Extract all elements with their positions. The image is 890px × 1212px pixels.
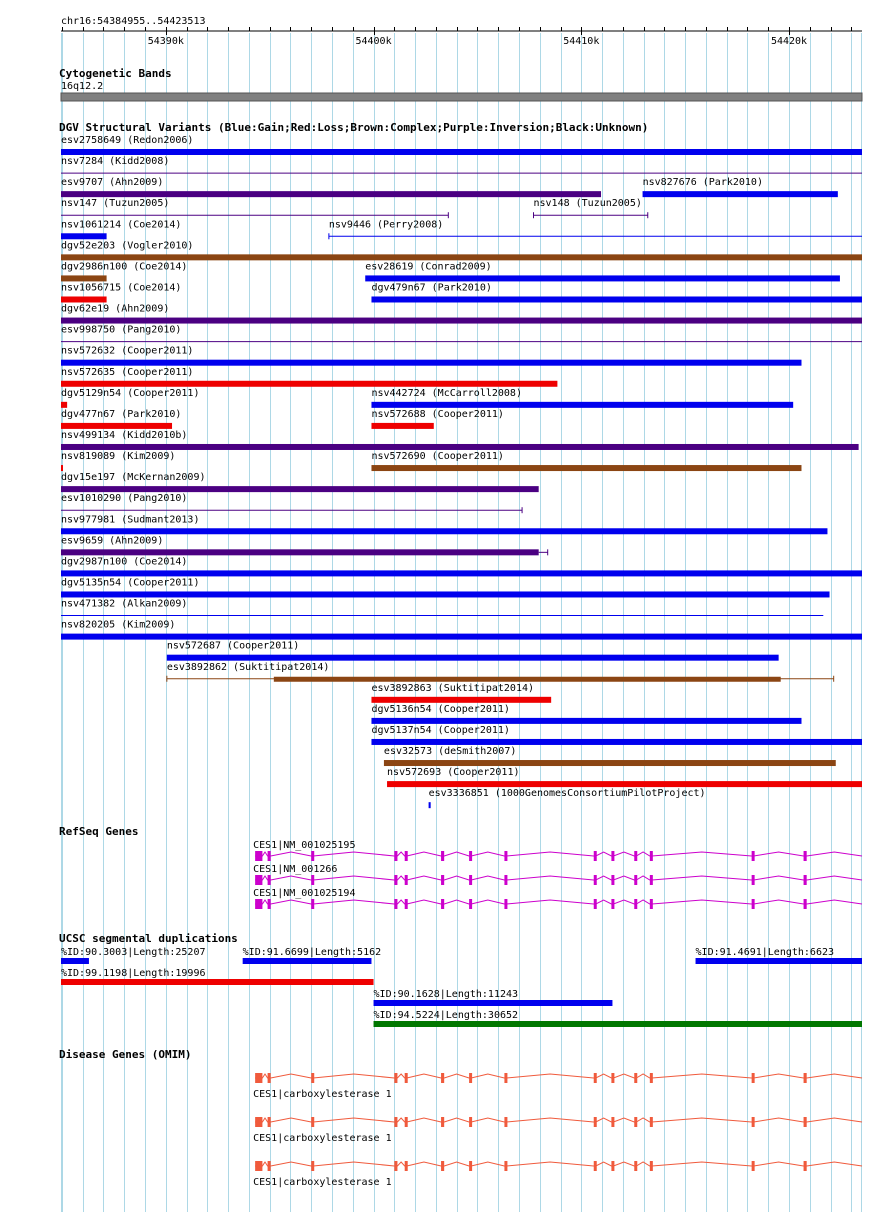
dgv-feature-bar[interactable] [61,381,557,387]
dgv-feature-label: nsv827676 (Park2010) [642,177,763,189]
gene-exon[interactable] [268,1161,271,1171]
dgv-feature-label: dgv62e19 (Ahn2009) [61,303,170,315]
segdup-feature-label: %ID:91.4691|Length:6623 [695,947,835,958]
dgv-feature[interactable] [167,641,779,661]
dgv-feature-label: dgv5129n54 (Cooper2011) [61,387,200,399]
cytoband-bar[interactable] [61,93,862,101]
dgv-feature-bar[interactable] [61,191,601,197]
ruler-tick-label: 54410k [563,36,600,47]
dgv-feature-label: dgv2987n100 (Coe2014) [61,556,188,568]
dgv-feature-label: nsv442724 (McCarroll2008) [371,387,522,399]
region-label: chr16:54384955..54423513 [61,16,206,27]
gene-intron-line [255,1074,862,1078]
dgv-feature-label: nsv7284 (Kidd2008) [61,156,170,168]
dgv-feature-bar[interactable] [61,423,172,429]
segdup-feature-label: %ID:90.3003|Length:25207 [61,947,206,958]
dgv-feature-bar[interactable] [371,718,801,724]
gene-exon[interactable] [405,899,408,909]
segdup-feature-label: %ID:99.1198|Length:19996 [61,968,206,979]
gene-exon[interactable] [752,1161,755,1171]
segdup-feature-label: %ID:94.5224|Length:30652 [373,1010,519,1021]
dgv-feature[interactable] [371,725,862,745]
gene-exon[interactable] [634,899,637,909]
gene-exon[interactable] [752,875,755,885]
gene-exon[interactable] [268,1073,271,1083]
dgv-feature[interactable] [61,556,862,576]
dgv-feature[interactable] [61,177,601,197]
gene-model[interactable] [253,840,862,861]
gene-label: CES1|NM_001025195 [253,840,356,851]
gene-exon[interactable] [804,875,807,885]
gene-exon[interactable] [752,899,755,909]
gene-exon[interactable] [594,851,597,861]
gene-utr-exon[interactable] [255,851,262,861]
gene-exon[interactable] [804,899,807,909]
segdup-feature-bar[interactable] [374,1000,613,1006]
dgv-feature[interactable] [167,662,834,682]
dgv-feature-label: dgv2986n100 (Coe2014) [61,261,188,273]
gene-exon[interactable] [469,1117,472,1127]
segdup-feature-bar[interactable] [374,1021,862,1027]
dgv-feature[interactable] [61,282,181,302]
dgv-feature-label: esv3892862 (Suktitipat2014) [166,661,330,673]
dgv-feature-label: esv3892863 (Suktitipat2014) [371,682,535,694]
dgv-feature-bar[interactable] [61,360,801,366]
gene-exon[interactable] [611,1161,614,1171]
dgv-feature-label: nsv819089 (Kim2009) [61,451,176,463]
dgv-feature[interactable] [371,282,862,302]
gene-exon[interactable] [752,1117,755,1127]
gene-exon[interactable] [469,875,472,885]
dgv-feature-bar[interactable] [61,444,859,450]
gene-exon[interactable] [405,1161,408,1171]
segdup-feature[interactable] [61,947,206,964]
dgv-feature[interactable] [384,746,836,766]
refseq-track-title: RefSeq Genes [59,825,139,838]
gene-exon[interactable] [504,1161,507,1171]
gene-exon[interactable] [394,1117,397,1127]
dgv-feature[interactable] [61,451,175,471]
gene-model[interactable] [253,1117,862,1144]
dgv-feature-bar[interactable] [387,781,862,787]
gene-exon[interactable] [804,1161,807,1171]
cytoband-label: 16q12.2 [61,81,104,92]
dgv-feature-bar[interactable] [61,634,862,640]
ruler-tick-label: 54400k [355,36,392,47]
gene-label: CES1|carboxylesterase 1 [253,1133,392,1144]
gene-exon[interactable] [311,1073,314,1083]
gene-exon[interactable] [804,1073,807,1083]
dgv-feature[interactable] [61,198,448,218]
dgv-feature[interactable] [61,346,801,366]
segdup-feature-bar[interactable] [696,958,862,964]
dgv-feature-bar[interactable] [61,149,862,155]
dgv-feature[interactable] [61,388,199,408]
gene-exon[interactable] [441,1117,444,1127]
gene-utr-exon[interactable] [255,899,262,909]
dgv-feature-label: nsv572632 (Cooper2011) [61,345,194,357]
ruler-tick-label: 54420k [770,36,808,47]
ruler-tick-label: 54390k [147,36,184,47]
dgv-feature[interactable] [61,430,859,450]
gene-exon[interactable] [405,1117,408,1127]
gene-exon[interactable] [504,1073,507,1083]
dgv-feature[interactable] [371,683,551,703]
cytoband-track-title: Cytogenetic Bands [59,67,172,80]
gene-label: CES1|carboxylesterase 1 [253,1177,392,1188]
gene-exon[interactable] [594,1161,597,1171]
segdup-track-title: UCSC segmental duplications [59,932,238,945]
dgv-feature-label: nsv572690 (Cooper2011) [371,451,504,463]
dgv-track-title: DGV Structural Variants (Blue:Gain;Red:Loss;Brown:Complex;Purple:Inversion;Black:Unknown) [59,121,649,134]
gene-exon[interactable] [405,1073,408,1083]
gene-utr-exon[interactable] [255,875,262,885]
dgv-feature-label: esv9707 (Ahn2009) [61,177,164,189]
gene-exon[interactable] [441,875,444,885]
gene-utr-exon[interactable] [255,1161,262,1171]
gene-intron-line [255,1118,862,1122]
gene-exon[interactable] [594,1073,597,1083]
dgv-feature[interactable] [61,493,522,513]
segdup-features [61,947,862,1027]
dgv-feature[interactable] [61,325,862,342]
dgv-feature-bar[interactable] [61,486,539,492]
dgv-feature[interactable] [61,472,539,492]
gene-exon[interactable] [504,875,507,885]
dgv-feature-label: esv32573 (deSmith2007) [383,746,517,758]
gene-exon[interactable] [268,899,271,909]
dgv-feature[interactable] [61,135,862,155]
dgv-feature-bar[interactable] [365,275,840,281]
dgv-feature[interactable] [61,514,827,534]
gene-exon[interactable] [469,1161,472,1171]
segdup-feature[interactable] [243,947,381,964]
dgv-feature-label: nsv977981 (Sudmant2013) [61,514,200,526]
dgv-feature-label: nsv471382 (Alkan2009) [61,598,188,610]
dgv-feature-bar[interactable] [429,802,431,808]
segdup-feature-label: %ID:91.6699|Length:5162 [242,947,382,958]
segdup-track [59,932,862,1027]
gene-intron-line [255,1162,862,1166]
dgv-feature-bar[interactable] [371,697,551,703]
dgv-features [61,135,862,808]
gene-exon[interactable] [650,851,653,861]
dgv-feature-bar[interactable] [61,318,862,324]
gene-exon[interactable] [611,899,614,909]
gene-exon[interactable] [504,851,507,861]
dgv-feature-label: dgv479n67 (Park2010) [371,282,492,294]
dgv-feature[interactable] [371,451,801,471]
gene-exon[interactable] [469,851,472,861]
dgv-feature-label: esv1010290 (Pang2010) [61,493,188,505]
gene-exon[interactable] [752,1073,755,1083]
gene-exon[interactable] [268,875,271,885]
segdup-feature[interactable] [696,947,862,964]
dgv-feature[interactable] [371,388,793,408]
dgv-feature-bar[interactable] [61,296,107,302]
dgv-feature-label: dgv5137n54 (Cooper2011) [371,724,510,736]
dgv-feature[interactable] [61,304,862,324]
dgv-feature-label: nsv572693 (Cooper2011) [387,767,520,779]
dgv-feature-label: nsv820205 (Kim2009) [61,619,176,631]
dgv-feature-label: dgv52e203 (Vogler2010) [61,240,194,252]
dgv-feature-core[interactable] [274,677,781,682]
dgv-track [59,121,862,808]
dgv-feature-label: dgv5135n54 (Cooper2011) [61,577,200,589]
dgv-feature-label: nsv147 (Tuzun2005) [61,198,170,210]
dgv-feature[interactable] [61,240,862,260]
gene-exon[interactable] [268,1117,271,1127]
segdup-feature-bar[interactable] [243,958,372,964]
gene-intron-line [255,876,862,880]
segdup-feature-label: %ID:90.1628|Length:11243 [373,989,519,1000]
gene-label: CES1|NM_001266 [253,864,338,875]
segdup-feature-bar[interactable] [61,958,89,964]
dgv-feature-bar[interactable] [384,760,836,766]
gene-exon[interactable] [504,899,507,909]
omim-track [59,1048,862,1188]
vertical-gridlines [62,33,862,1212]
dgv-feature-bar[interactable] [61,402,67,408]
gene-exon[interactable] [634,851,637,861]
dgv-feature[interactable] [534,198,648,218]
gene-exon[interactable] [634,1161,637,1171]
dgv-feature[interactable] [61,409,181,429]
segdup-feature[interactable] [61,968,374,985]
gene-exon[interactable] [650,899,653,909]
dgv-feature-bar[interactable] [61,465,63,471]
dgv-feature[interactable] [643,177,838,197]
dgv-feature-label: esv3336851 (1000GenomesConsortiumPilotProject) [428,788,706,800]
gene-exon[interactable] [611,1117,614,1127]
refseq-track [59,825,862,909]
dgv-feature-label: nsv499134 (Kidd2010b) [61,429,188,441]
gene-exon[interactable] [611,875,614,885]
dgv-feature-bar[interactable] [61,570,862,576]
segdup-feature[interactable] [374,989,613,1006]
segdup-feature-bar[interactable] [61,979,374,985]
gene-exon[interactable] [311,1117,314,1127]
gene-intron-line [255,852,862,856]
dgv-feature-bar[interactable] [61,528,827,534]
dgv-feature-label: esv9659 (Ahn2009) [61,535,164,547]
ruler [61,16,862,47]
gene-exon[interactable] [650,1117,653,1127]
dgv-feature-label: esv28619 (Conrad2009) [365,261,492,273]
dgv-feature-label: dgv477n67 (Park2010) [61,408,182,420]
dgv-feature-bar[interactable] [167,655,779,661]
dgv-feature[interactable] [61,620,862,640]
gene-exon[interactable] [611,1073,614,1083]
omim-track-title: Disease Genes (OMIM) [59,1048,192,1061]
dgv-feature-label: nsv572687 (Cooper2011) [166,640,300,652]
dgv-feature-bar[interactable] [61,254,862,260]
dgv-feature-bar[interactable] [371,465,801,471]
gene-exon[interactable] [405,875,408,885]
gene-utr-exon[interactable] [255,1073,262,1083]
dgv-feature-bar[interactable] [371,296,862,302]
dgv-feature-label: nsv148 (Tuzun2005) [533,198,642,210]
gene-label: CES1|NM_001025194 [253,888,356,899]
gene-exon[interactable] [650,1161,653,1171]
dgv-feature-bar[interactable] [371,423,433,429]
gene-exon[interactable] [752,851,755,861]
gene-exon[interactable] [504,1117,507,1127]
gene-exon[interactable] [394,875,397,885]
dgv-feature[interactable] [61,219,181,239]
gene-exon[interactable] [650,875,653,885]
dgv-feature[interactable] [329,219,862,239]
dgv-feature-label: dgv15e197 (McKernan2009) [61,472,206,484]
gene-exon[interactable] [441,899,444,909]
dgv-feature[interactable] [371,409,503,429]
gene-exon[interactable] [311,899,314,909]
dgv-feature-bar[interactable] [371,402,793,408]
cytoband-track [59,67,862,101]
gene-intron-line [255,900,862,904]
dgv-feature[interactable] [61,577,830,597]
gene-exon[interactable] [268,851,271,861]
gene-model[interactable] [253,864,862,885]
gene-exon[interactable] [611,851,614,861]
refseq-features [253,840,862,909]
gene-model[interactable] [253,1161,862,1188]
gene-label: CES1|carboxylesterase 1 [253,1089,392,1100]
dgv-feature[interactable] [61,367,557,387]
dgv-feature-bar[interactable] [61,549,539,555]
gene-exon[interactable] [394,851,397,861]
gene-exon[interactable] [804,851,807,861]
dgv-feature-bar[interactable] [61,591,830,597]
dgv-feature-label: nsv1056715 (Coe2014) [61,282,182,294]
gene-utr-exon[interactable] [255,1117,262,1127]
dgv-feature-label: nsv9446 (Perry2008) [328,219,444,231]
dgv-feature[interactable] [387,767,862,787]
dgv-feature-label: esv2758649 (Redon2006) [61,135,194,146]
gene-exon[interactable] [594,875,597,885]
dgv-feature[interactable] [61,156,862,173]
gene-exon[interactable] [441,1073,444,1083]
gene-exon[interactable] [650,1073,653,1083]
dgv-feature-bar[interactable] [643,191,838,197]
dgv-feature-label: esv998750 (Pang2010) [61,324,182,336]
gene-exon[interactable] [469,1073,472,1083]
gene-exon[interactable] [394,899,397,909]
gene-exon[interactable] [405,851,408,861]
gene-exon[interactable] [634,875,637,885]
gene-exon[interactable] [394,1073,397,1083]
gene-exon[interactable] [594,899,597,909]
gene-exon[interactable] [634,1073,637,1083]
gene-exon[interactable] [594,1117,597,1127]
dgv-feature-label: dgv5136n54 (Cooper2011) [371,703,510,715]
dgv-feature-label: nsv572688 (Cooper2011) [371,408,504,420]
segdup-feature[interactable] [374,1010,862,1027]
gene-exon[interactable] [311,851,314,861]
gene-model[interactable] [253,1073,862,1100]
dgv-feature-bar[interactable] [61,233,107,239]
dgv-feature-label: nsv1061214 (Coe2014) [61,219,182,231]
gene-exon[interactable] [311,1161,314,1171]
dgv-feature[interactable] [61,535,548,555]
gene-exon[interactable] [394,1161,397,1171]
gene-exon[interactable] [441,851,444,861]
gene-exon[interactable] [634,1117,637,1127]
dgv-feature-label: nsv572635 (Cooper2011) [61,366,194,378]
dgv-feature[interactable] [371,704,801,724]
dgv-feature-bar[interactable] [371,739,862,745]
gene-exon[interactable] [469,899,472,909]
gene-exon[interactable] [441,1161,444,1171]
gene-exon[interactable] [311,875,314,885]
omim-features [253,1073,862,1188]
gene-model[interactable] [253,888,862,909]
dgv-feature-bar[interactable] [61,275,107,281]
dgv-feature[interactable] [61,599,823,616]
gene-exon[interactable] [804,1117,807,1127]
